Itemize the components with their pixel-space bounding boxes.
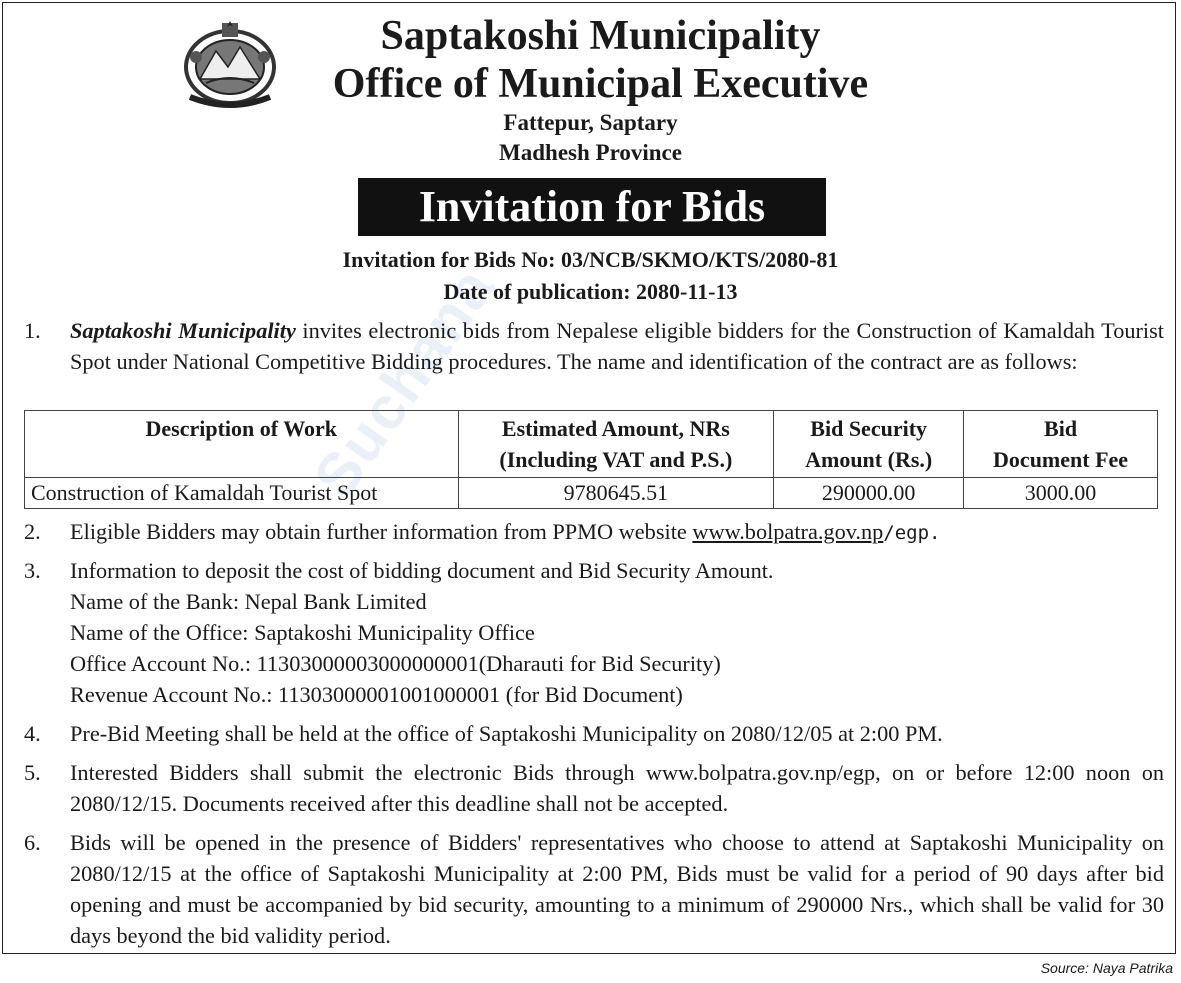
clause-number: 5. bbox=[24, 760, 41, 785]
clause-4: 4. Pre-Bid Meeting shall be held at the office of Saptakoshi Municipality on 2080/12/05 at 2:00 PM. bbox=[24, 718, 1164, 749]
ppmo-link[interactable]: www.bolpatra.gov.np bbox=[692, 519, 884, 544]
table-header-row bbox=[25, 411, 1158, 478]
clause-number: 6. bbox=[24, 830, 41, 855]
municipality-name: Saptakoshi Municipality bbox=[380, 13, 821, 59]
clause-number: 3. bbox=[24, 558, 41, 583]
revenue-account: Revenue Account No.: 11303000001001000001 (for Bid Document) bbox=[70, 682, 683, 707]
clause-number: 4. bbox=[24, 721, 41, 746]
col-description: Description of Work bbox=[25, 411, 459, 478]
clause-1-lead: Saptakoshi Municipality bbox=[70, 318, 296, 343]
province: Madhesh Province bbox=[499, 140, 682, 165]
deposit-info: Information to deposit the cost of bidding document and Bid Security Amount. bbox=[70, 558, 774, 583]
table-row bbox=[25, 478, 1158, 509]
office-name: Office of Municipal Executive bbox=[332, 61, 869, 107]
col-fee: Bid Document Fee bbox=[964, 411, 1158, 478]
clause-1-text: invites electronic bids from Nepalese eligible bidders for the Construction of Kamaldah Tourist Spot under National Competitive Bidding procedures. The name and identification of the contract are as follows: bbox=[70, 318, 1165, 374]
source-credit: Source: Naya Patrika bbox=[1040, 960, 1173, 976]
clause-6: 6. Bids will be opened in the presence of Bidders' representatives who choose to attend at Saptakoshi Municipality on 2080/12/15 at the office of Saptakoshi Municipality at 2:00 PM, Bids must be valid for a period of 90 days after bid opening and must be accompanied by bid security, amounting to a minimum of 290000 Nrs., which shall be valid for 30 days beyond the bid validity period. bbox=[24, 827, 1164, 951]
clause-number: 1. bbox=[24, 318, 41, 343]
office-name-line: Name of the Office: Saptakoshi Municipality Office bbox=[70, 620, 535, 645]
clause-number: 2. bbox=[24, 519, 41, 544]
clause-3 bbox=[24, 555, 1164, 710]
address: Fattepur, Saptary bbox=[503, 110, 678, 135]
col-security: Bid Security Amount (Rs.) bbox=[774, 411, 964, 478]
office-account: Office Account No.: 11303000003000000001(Dharauti for Bid Security) bbox=[70, 651, 721, 676]
clause-1 bbox=[24, 315, 1164, 377]
col-amount: Estimated Amount, NRs (Including VAT and P.S.) bbox=[458, 411, 774, 478]
cell-description: Construction of Kamaldah Tourist Spot bbox=[25, 478, 459, 509]
bank-name: Name of the Bank: Nepal Bank Limited bbox=[70, 589, 427, 614]
bid-number: Invitation for Bids No: 03/NCB/SKMO/KTS/2080-81 bbox=[342, 247, 839, 272]
publication-date: Date of publication: 2080-11-13 bbox=[443, 279, 738, 304]
notice-title: Invitation for Bids bbox=[358, 178, 826, 236]
clause-2: 2. Eligible Bidders may obtain further information from PPMO website www.bolpatra.gov.np/egp. bbox=[24, 516, 1164, 549]
cell-fee: 3000.00 bbox=[964, 478, 1158, 509]
watermark: Suchana bbox=[300, 254, 508, 510]
cell-security: 290000.00 bbox=[774, 478, 964, 509]
clause-5: 5. Interested Bidders shall submit the electronic Bids through www.bolpatra.gov.np/egp, on or before 12:00 noon on 2080/12/15. Documents received after this deadline shall not be accepted. bbox=[24, 757, 1164, 819]
bid-table bbox=[24, 410, 1158, 509]
cell-amount: 9780645.51 bbox=[458, 478, 774, 509]
